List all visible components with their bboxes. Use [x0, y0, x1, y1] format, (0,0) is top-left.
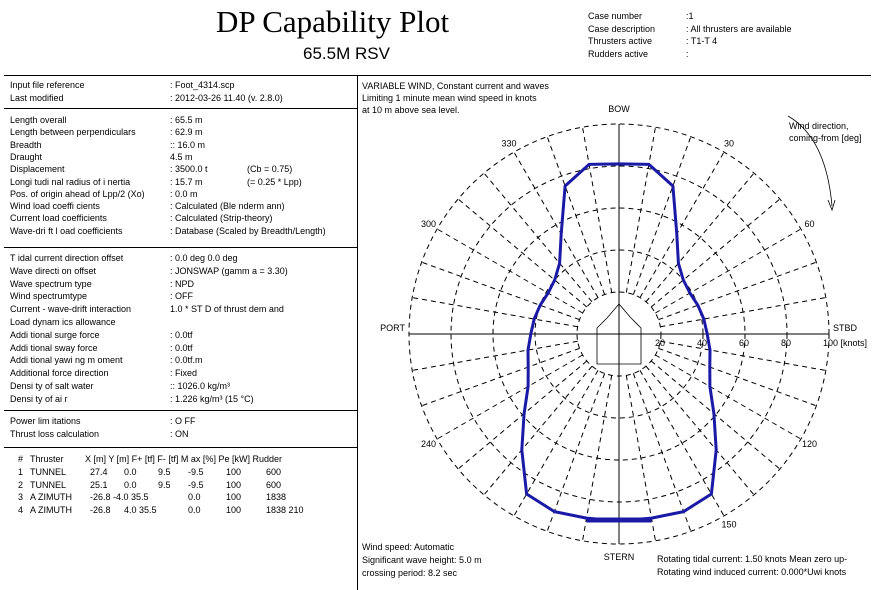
param-label: Wind spectrumtype: [10, 291, 88, 302]
param-row: [10, 393, 254, 404]
param-row: [10, 80, 235, 90]
case-info-value: : T1-T 4: [686, 36, 718, 46]
param-row: [10, 164, 293, 175]
thruster-value: 1838: [266, 492, 287, 502]
param-value: : 65.5 m: [170, 115, 203, 125]
thruster-value: 600: [266, 467, 282, 477]
radial-tick-label: 40: [697, 338, 708, 348]
param-label: Length between perpendiculars: [10, 127, 136, 138]
param-label: Wave directi on offset: [10, 265, 97, 276]
angular-grid-spoke: [437, 355, 582, 439]
param-row: [10, 127, 203, 138]
param-label: Additional force direction: [10, 368, 109, 379]
angle-label: 150: [721, 519, 737, 530]
angle-label: PORT: [380, 323, 405, 333]
thruster-value: 100: [226, 479, 242, 490]
desc-line-2: Limiting 1 minute mean wind speed in knots: [362, 93, 537, 103]
capability-point: [564, 185, 566, 187]
angular-grid-spoke: [422, 348, 580, 405]
param-row: [10, 92, 283, 103]
angular-grid-spoke: [583, 375, 612, 540]
angle-label: 120: [802, 439, 818, 449]
capability-point: [588, 164, 590, 166]
angular-grid-spoke: [633, 137, 690, 295]
plot-footer-right: [657, 553, 847, 579]
thruster-index: 2: [18, 479, 24, 490]
param-value: : Database (Scaled by Breadth/Length): [170, 225, 326, 236]
param-label: Current - wave-drift interaction: [10, 304, 132, 315]
angle-label: 300: [420, 219, 436, 229]
param-row: [10, 381, 231, 391]
capability-point: [527, 349, 529, 351]
capability-point: [554, 279, 556, 281]
param-label: Addi tional surge force: [10, 329, 100, 340]
capability-point: [539, 305, 541, 307]
angular-grid-spoke: [547, 373, 604, 531]
param-row: [10, 265, 288, 276]
angular-grid-spoke: [646, 173, 754, 302]
param-value: :: 1026.0 kg/m³: [170, 381, 231, 391]
thruster-value: 100: [226, 492, 242, 502]
param-label: Addi tional yawi ng m oment: [10, 355, 123, 366]
case-info: [588, 10, 792, 60]
footer-crossing-period: crossing period: 8.2 sec: [362, 568, 458, 578]
capability-point: [715, 449, 717, 451]
param-value: : OFF: [170, 291, 193, 302]
param-value: 1.0 * ST D of thrust dem and: [170, 304, 284, 315]
left-divider-2: [4, 247, 357, 248]
wind-dir-line-2: coming-from [deg]: [789, 133, 862, 143]
capability-point: [703, 318, 705, 320]
param-value: : Calculated (Strip-theory): [170, 213, 273, 224]
angular-grid-spoke: [412, 341, 577, 370]
thruster-value: -26.8: [90, 504, 111, 515]
thruster-index: 4: [18, 504, 24, 515]
param-row: [10, 329, 193, 340]
thruster-header-cell: Thruster: [30, 454, 64, 464]
angular-grid-spoke: [660, 298, 825, 327]
angle-label: 240: [420, 439, 436, 449]
param-label: Power lim itations: [10, 416, 81, 426]
param-value: : 0.0tf.m: [170, 355, 203, 366]
capability-point: [560, 233, 562, 235]
thruster-name: A ZIMUTH: [30, 504, 72, 515]
thruster-value: 100: [226, 504, 242, 515]
param-row: [10, 342, 193, 353]
param-label: Breadth: [10, 139, 42, 150]
angle-label: 330: [501, 138, 517, 149]
param-value: : JONSWAP (gamm a = 3.30): [170, 265, 288, 276]
angular-grid-spoke: [412, 298, 577, 327]
angular-grid-spoke: [626, 375, 655, 540]
left-divider-3: [4, 410, 357, 411]
angular-grid-spoke: [651, 199, 780, 307]
thruster-value: 0.0: [188, 492, 201, 502]
thruster-value: 9.5: [158, 479, 171, 490]
angle-label: BOW: [608, 104, 630, 114]
param-label: Wave spectrum type: [10, 278, 92, 289]
case-info-label: Case number: [588, 11, 643, 21]
radial-tick-label: 80: [781, 338, 792, 348]
param-note: (= 0.25 * Lpp): [247, 176, 302, 187]
param-value: 4.5 m: [170, 151, 193, 162]
capability-point: [711, 493, 713, 495]
wind-direction-arrow-icon: [788, 116, 832, 206]
capability-point: [706, 333, 708, 335]
thruster-value: 0.0: [124, 467, 137, 477]
param-value: : O FF: [170, 416, 196, 426]
angular-grid-spoke: [633, 373, 690, 531]
capability-point: [523, 413, 525, 415]
thruster-index: 1: [18, 467, 24, 477]
capability-point: [526, 493, 528, 495]
capability-point: [678, 262, 680, 264]
thruster-index: 3: [18, 492, 24, 502]
param-value: : 0.0 m: [170, 188, 198, 199]
thruster-value: 600: [266, 479, 282, 490]
footer-wind-speed: Wind speed: Automatic: [362, 542, 455, 552]
param-row: [10, 201, 285, 212]
angular-grid-spoke: [646, 366, 754, 495]
param-label: Pos. of origin ahead of Lpp/2 (Xo): [10, 188, 145, 199]
angular-grid-spoke: [458, 199, 587, 307]
param-row: [10, 291, 193, 302]
param-label: Addi tional sway force: [10, 342, 98, 353]
thruster-value: 4.0 35.5: [124, 504, 157, 515]
angular-grid-spoke: [484, 173, 592, 302]
param-row: [10, 304, 284, 315]
angle-label: STBD: [833, 323, 858, 333]
capability-point: [554, 511, 556, 513]
case-info-value: : All thrusters are available: [686, 23, 792, 34]
capability-point: [527, 386, 529, 388]
angular-grid-spoke: [658, 348, 816, 405]
thruster-value: 0.0: [188, 504, 201, 515]
param-label: Densi ty of ai r: [10, 393, 68, 404]
param-label: Wave-dri ft l oad coefficients: [10, 225, 123, 236]
param-row: [10, 317, 116, 327]
param-row: [10, 225, 326, 236]
capability-point: [689, 292, 691, 294]
desc-line-3: at 10 m above sea level.: [362, 105, 460, 115]
param-label: Densi ty of salt water: [10, 381, 94, 391]
capability-point: [672, 185, 674, 187]
param-value: : Fixed: [170, 368, 198, 379]
radial-tick-label: 100 [knots]: [823, 338, 868, 348]
param-row: [10, 139, 206, 150]
param-label: Current load coefficients: [10, 213, 107, 224]
thruster-value: 9.5: [158, 467, 171, 477]
page-title: DP Capability Plot: [216, 4, 450, 39]
capability-point: [709, 349, 711, 351]
param-label: Load dynam ics allowance: [10, 317, 116, 327]
left-divider-1: [4, 108, 357, 109]
param-row: [10, 253, 238, 263]
case-info-value: :1: [686, 11, 694, 21]
capability-point: [533, 318, 535, 320]
angular-grid-spoke: [655, 355, 800, 439]
angular-grid-spoke: [484, 366, 592, 495]
capability-point: [683, 279, 685, 281]
param-value: : Foot_4314.scp: [170, 80, 235, 90]
thruster-value: -26.8 -4.0 35.5: [90, 492, 149, 502]
angle-label: 60: [804, 219, 815, 229]
param-value: : 2012-03-26 11.40 (v. 2.8.0): [170, 92, 283, 103]
thruster-value: -9.5: [188, 467, 204, 477]
param-value: : 0.0tf: [170, 342, 193, 353]
case-info-label: Rudders active: [588, 48, 649, 59]
thruster-value: 25.1: [90, 479, 108, 490]
capability-point: [709, 386, 711, 388]
capability-point: [683, 511, 685, 513]
capability-point: [559, 262, 561, 264]
footer-wind-current: Rotating wind induced current: 0.000*Uwi knots: [657, 567, 847, 577]
case-info-row: [588, 48, 792, 61]
angular-grid-spoke: [583, 127, 612, 292]
param-value: : 0.0tf: [170, 329, 193, 340]
param-row: [10, 368, 198, 379]
case-info-row: [588, 10, 792, 23]
param-value: : 3500.0 t: [170, 164, 208, 175]
capability-point: [709, 366, 711, 368]
capability-point: [547, 292, 549, 294]
param-row: [10, 213, 273, 224]
page-subtitle: 65.5M RSV: [303, 44, 390, 63]
param-value: : 62.9 m: [170, 127, 203, 138]
param-row: [10, 416, 196, 426]
radial-tick-label: 60: [739, 338, 750, 348]
param-value: : 1.226 kg/m³ (15 °C): [170, 393, 254, 404]
param-row: [10, 115, 203, 125]
thruster-name: TUNNEL: [30, 467, 67, 477]
capability-point: [697, 305, 699, 307]
param-label: Last modified: [10, 92, 64, 103]
capability-point: [676, 233, 678, 235]
case-info-row: [588, 35, 792, 48]
thruster-value: 100: [226, 467, 242, 477]
capability-point: [530, 333, 532, 335]
param-label: Wind load coeffi cients: [10, 201, 100, 212]
footer-wave-height: Significant wave height: 5.0 m: [362, 555, 482, 565]
thruster-name: TUNNEL: [30, 479, 67, 490]
thruster-value: 0.0: [124, 479, 137, 490]
param-label: Longi tudi nal radius of i nertia: [10, 176, 131, 187]
thruster-header-cell: #: [18, 454, 24, 464]
wind-dir-line-1: Wind direction,: [789, 121, 849, 131]
param-row: [10, 278, 195, 289]
case-info-label: Thrusters active: [588, 36, 653, 46]
desc-line-1: VARIABLE WIND, Constant current and waves: [362, 81, 549, 91]
param-row: [10, 176, 302, 187]
header-divider: [4, 75, 871, 76]
thruster-name: A ZIMUTH: [30, 492, 72, 502]
angular-grid-spoke: [626, 127, 655, 292]
angular-grid-spoke: [547, 137, 604, 295]
radial-tick-label: 20: [655, 338, 666, 348]
capability-point: [713, 413, 715, 415]
param-value: : Calculated (Ble nderm ann): [170, 201, 285, 212]
param-label: T idal current direction offset: [10, 253, 124, 263]
param-value: : ON: [170, 429, 189, 439]
param-label: Draught: [10, 151, 43, 162]
case-info-value: :: [686, 48, 689, 59]
param-label: Thrust loss calculation: [10, 429, 100, 439]
left-divider-4: [4, 447, 357, 448]
param-value: : 15.7 m: [170, 176, 203, 187]
capability-point: [527, 366, 529, 368]
param-value: : NPD: [170, 278, 195, 289]
param-note: (Cb = 0.75): [247, 164, 293, 175]
capability-point: [521, 449, 523, 451]
case-info-row: [588, 23, 792, 36]
capability-point: [618, 163, 620, 165]
param-label: Input file reference: [10, 80, 85, 90]
param-row: [10, 151, 193, 162]
param-row: [10, 429, 189, 439]
thruster-value: 1838 210: [266, 504, 304, 515]
footer-tidal-current: Rotating tidal current: 1.50 knots Mean zero up-: [657, 554, 848, 564]
param-row: [10, 188, 198, 199]
param-row: [10, 355, 203, 366]
thruster-value: -9.5: [188, 479, 204, 490]
param-label: Length overall: [10, 115, 67, 125]
thruster-header-cell: X [m] Y [m] F+ [tf] F- [tf] M ax [%] Pe [kW] Rudder: [85, 454, 282, 464]
param-value: : 0.0 deg 0.0 deg: [170, 253, 238, 263]
capability-point: [648, 164, 650, 166]
angle-label: STERN: [603, 552, 635, 562]
case-info-label: Case description: [588, 23, 656, 34]
angle-label: 30: [723, 138, 735, 149]
param-label: Displacement: [10, 164, 65, 175]
thruster-value: 27.4: [90, 467, 108, 477]
param-value: :: 16.0 m: [170, 139, 206, 150]
